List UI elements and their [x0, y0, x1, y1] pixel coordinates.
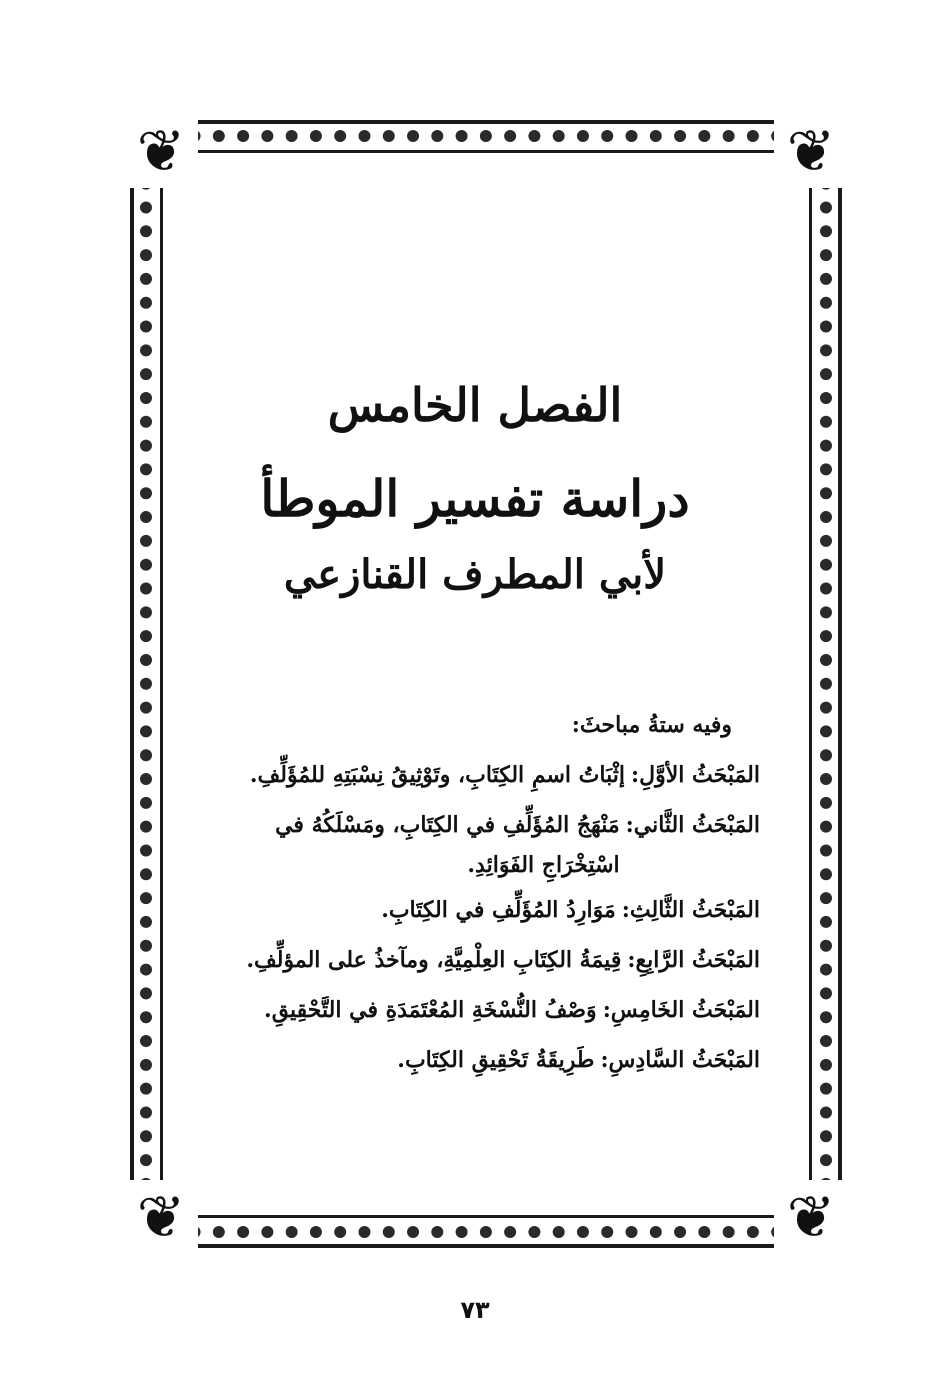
section-item [200, 985, 760, 1035]
page-number: ٧٣ [460, 1296, 490, 1324]
chapter-title: الفصل الخامس [327, 378, 623, 432]
study-title: دراسة تفسير الموطأ [260, 469, 690, 528]
section-label: المَبْحَثُ الخَامِسِ: [602, 997, 760, 1023]
section-label: المَبْحَثُ الثَّالِثِ: [621, 897, 760, 923]
floral-corner-icon: ❦ [124, 114, 198, 188]
section-item [200, 885, 760, 935]
section-text: إثْبَاتُ اسمِ الكِتَابِ، وتَوْثِيقُ نِسْبَتِهِ للمُؤَلِّفِ. [249, 762, 625, 788]
sections-list [200, 700, 760, 1085]
section-text: وَصْفُ النُّسْخَةِ المُعْتَمَدَةِ في التَّحْقِيقِ. [264, 997, 597, 1023]
section-text: مَنْهَجُ المُؤَلِّفِ في الكِتَابِ، ومَسْلَكُهُ في اسْتِخْرَاجِ الفَوَائِدِ. [275, 812, 620, 878]
section-item [200, 800, 760, 885]
section-item [200, 1035, 760, 1085]
section-label: المَبْحَثُ السَّادِسِ: [600, 1047, 760, 1073]
sections-intro: وفيه ستةُ مباحثَ: [571, 712, 732, 738]
section-label: المَبْحَثُ الثَّاني: [625, 812, 760, 838]
section-item [200, 750, 760, 800]
section-text: طَرِيقَةُ تَحْقِيقِ الكِتَابِ. [397, 1047, 595, 1073]
section-text: مَوَارِدُ المُؤَلِّفِ في الكِتَابِ. [381, 897, 616, 923]
chapter-heading [180, 370, 770, 606]
section-text: قِيمَةُ الكِتَابِ العِلْمِيَّةِ، ومآخذُ على المؤلِّفِ. [246, 947, 622, 973]
floral-corner-icon: ❦ [774, 114, 848, 188]
floral-corner-icon: ❦ [774, 1180, 848, 1254]
section-item [200, 935, 760, 985]
author-title: لأبي المطرف القنازعي [283, 551, 667, 598]
floral-corner-icon: ❦ [124, 1180, 198, 1254]
section-label: المَبْحَثُ الرَّابِعِ: [627, 947, 760, 973]
section-label: المَبْحَثُ الأوَّلِ: [630, 762, 760, 788]
